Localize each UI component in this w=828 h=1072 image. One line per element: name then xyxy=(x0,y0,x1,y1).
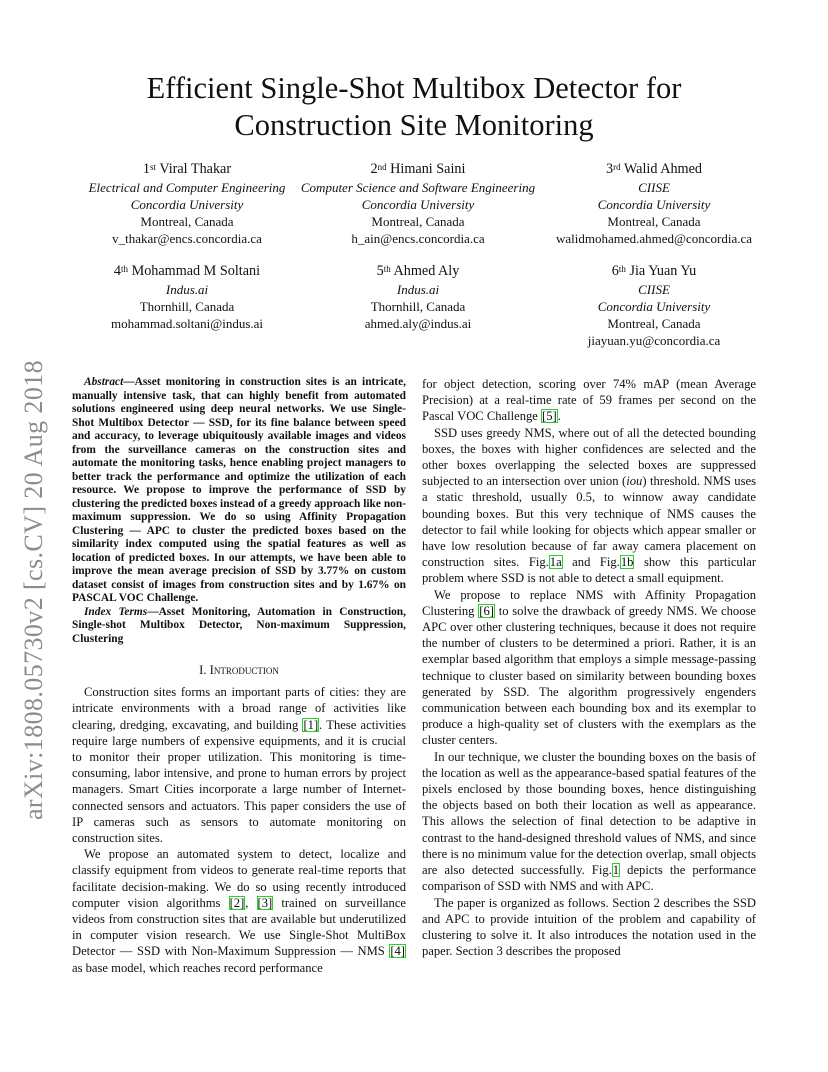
text-run: We propose to replace NMS with Affinity Propagation Clustering xyxy=(422,587,756,618)
author-department: Computer Science and Software Engineering xyxy=(300,180,536,195)
figure-link[interactable]: 1a xyxy=(549,555,562,570)
author-name: Mohammad M Soltani xyxy=(131,263,261,279)
author-ordinal: 5 xyxy=(376,263,384,279)
text-run: Construction sites forms an important parts of cities: they are intricate environments with a broad range of activities like clearing, dredging, excavating, and building xyxy=(72,685,406,732)
author-ordinal-suffix: st xyxy=(150,162,157,172)
author-ordinal-suffix: nd xyxy=(377,162,387,172)
author-organization: Concordia University xyxy=(361,197,475,212)
intro-paragraph-4 xyxy=(422,425,756,587)
text-run: to solve the drawback of greedy NMS. We choose APC over other clustering techniques, because it does not require the number of clusters to be determined a priori. Rather, it is an exemplar based algorithm that employs a simple message-passing technique to cluster based on similarity between bounding boxes generated by SSD. The algorithm progressively engenders communication between each bounding box and its exemplar to produce a high-quality set of clusters with the exemplars as the cluster centers. xyxy=(422,603,756,748)
author-organization: Concordia University xyxy=(597,299,711,314)
figure-link[interactable]: 1 xyxy=(612,863,620,878)
section-title: Introduction xyxy=(209,663,279,677)
text-run: for object detection, scoring over 74% mAP (mean Average Precision) at a real-time rate of 59 frames per second on the Pascal VOC Challenge xyxy=(422,377,756,424)
index-terms-text: —Asset Monitoring, Automation in Construction, Single-shot Multibox Detector, Non-maximum Suppression, Clustering xyxy=(72,605,406,645)
author-3 xyxy=(544,160,764,247)
author-location: Thornhill, Canada xyxy=(370,299,466,314)
author-ordinal-suffix: th xyxy=(618,264,626,274)
author-email[interactable]: v_thakar@encs.concordia.ca xyxy=(112,231,262,246)
author-ordinal: 1 xyxy=(142,161,150,177)
intro-paragraph-2 xyxy=(72,846,406,976)
author-email[interactable]: mohammad.soltani@indus.ai xyxy=(110,316,264,331)
text-run: SSD uses greedy NMS, where out of all the detected bounding boxes, the boxes with higher confidences are selected and the other boxes overlapping the selected boxes are suppressed subjected to an intersection over union ( xyxy=(422,425,756,489)
author-2 xyxy=(292,160,544,247)
index-terms xyxy=(72,606,406,647)
text-run: . These activities require large numbers of expensive equipments, and it is crucial to monitor their proper utilization. This monitoring is time-consuming, labor intensive, and prone to human errors by project managers. Smart Cities incorporate a large number of Internet-connected sensors and actuators. This paper considers the use of IP cameras such as sensors to automate monitoring on construction sites. xyxy=(72,717,407,846)
author-email[interactable]: ahmed.aly@indus.ai xyxy=(364,316,472,331)
arxiv-stamp: arXiv:1808.05730v2 [cs.CV] 20 Aug 2018 xyxy=(19,359,48,821)
intro-paragraph-3 xyxy=(422,376,756,425)
title-line-1: Efficient Single-Shot Multibox Detector for xyxy=(146,71,682,105)
author-organization: Concordia University xyxy=(597,197,711,212)
author-organization: Indus.ai xyxy=(396,282,440,297)
citation-link[interactable]: [6] xyxy=(479,603,494,618)
author-name: Jia Yuan Yu xyxy=(629,263,697,279)
citation-link[interactable]: [5] xyxy=(542,409,557,424)
text-run: as base model, which reaches record performance xyxy=(72,960,323,975)
author-location: Montreal, Canada xyxy=(371,214,465,229)
author-name: Viral Thakar xyxy=(159,161,232,177)
intro-paragraph-7: The paper is organized as follows. Section 2 describes the SSD and APC to provide intuition of the problem and capability of clustering to solve it. It also introduces the notation used in the paper. Section 3 describes the proposed xyxy=(422,895,756,959)
abstract-label: Abstract xyxy=(84,376,124,388)
author-organization: Indus.ai xyxy=(165,282,209,297)
text-run: show this particular problem where SSD is not able to detect a small equipment. xyxy=(422,555,757,586)
citation-link[interactable]: [4] xyxy=(390,944,405,959)
author-email[interactable]: h_ain@encs.concordia.ca xyxy=(351,231,485,246)
author-1 xyxy=(72,160,302,247)
text-run: , xyxy=(245,895,257,910)
text-run: . xyxy=(557,409,561,424)
citation-link[interactable]: [1] xyxy=(303,717,319,732)
citation-link[interactable]: [3] xyxy=(257,895,273,910)
author-name: Ahmed Aly xyxy=(393,263,460,279)
author-ordinal-suffix: th xyxy=(121,264,129,274)
author-ordinal: 4 xyxy=(113,263,122,279)
author-location: Thornhill, Canada xyxy=(139,299,235,314)
author-ordinal-suffix: rd xyxy=(613,162,621,172)
abstract xyxy=(72,376,406,606)
math-iou: iou xyxy=(626,474,643,489)
title-line-2: Construction Site Monitoring xyxy=(234,108,594,142)
author-department: CIISE xyxy=(638,282,670,297)
author-department: Electrical and Computer Engineering xyxy=(88,180,286,195)
right-column xyxy=(422,376,756,959)
author-name: Himani Saini xyxy=(390,161,466,177)
intro-paragraph-1 xyxy=(72,684,406,846)
author-4 xyxy=(72,262,302,332)
text-run: and Fig. xyxy=(562,555,620,570)
section-number: I. xyxy=(199,663,207,677)
text-run: We propose an automated system to detect, localize and classify equipment from videos to generate real-time reports that facilitate decision-making. We do so using recently introduced computer vision algorithms xyxy=(72,847,406,910)
section-heading-introduction xyxy=(72,662,406,678)
author-location: Montreal, Canada xyxy=(607,214,701,229)
text-run: depicts the performance comparison of SSD with NMS and with APC. xyxy=(422,863,756,894)
text-run: trained on surveillance videos from construction sites that are available but underutilized in computer vision research. We use Single-Shot MultiBox Detector — SSD with Non-Maximum Suppression — NMS xyxy=(72,895,406,959)
figure-link[interactable]: 1b xyxy=(620,555,634,570)
index-terms-label: Index Terms xyxy=(84,605,148,618)
author-ordinal-suffix: th xyxy=(383,264,391,274)
abstract-text: —Asset monitoring in construction sites is an intricate, manually intensive task, that can highly benefit from automated solutions engineered using deep neural networks. We use Single-Shot Multibox Detector — SSD, for its fine balance between speed and accuracy, to leverage ubiquitously available images and videos from the surveillance cameras on the construction sites and automate the monitoring tasks, hence enabling project managers to better track the performance and optimize the utilization of each resource. We propose to improve the performance of SSD by clustering the predicted boxes instead of a greedy approach like non-maximum suppression. We do so using Affinity Propagation Clustering — APC to cluster the predicted boxes based on the similarity index computed using the spatial features as well as location of predicted boxes. In our attempts, we have been able to improve the mean average precision of SSD by 3.77% on custom dataset consist of images from construction sites and by 1.67% on PASCAL VOC Challenge. xyxy=(72,376,406,604)
author-email[interactable]: jiayuan.yu@concordia.ca xyxy=(587,333,721,348)
author-department: CIISE xyxy=(638,180,670,195)
left-column xyxy=(72,376,406,976)
author-location: Montreal, Canada xyxy=(140,214,234,229)
text-run: ) threshold. NMS uses a static threshold, usually 0.5, to winnow away candidate bounding boxes. But this very technique of NMS causes the detector to fail while looking for objects which appear smaller or have low resolution because of far away camera placement on construction sites. Fig. xyxy=(422,474,756,570)
text-run: In our technique, we cluster the bounding boxes on the basis of the location as well as the appearance-based spatial features of the pixels enclosed by those bounding boxes, hence distinguishing the objects based on both their location as well as appearance. This allows the selection of final detection to be adaptive in contrast to the hand-designed threshold values of NMS, and since there is no minimum value for the detection overlap, small objects are also detected successfully. Fig. xyxy=(422,749,756,878)
intro-paragraph-5 xyxy=(422,587,756,749)
author-5 xyxy=(292,262,544,332)
author-location: Montreal, Canada xyxy=(607,316,701,331)
author-organization: Concordia University xyxy=(130,197,244,212)
author-name: Walid Ahmed xyxy=(623,161,702,177)
author-ordinal: 3 xyxy=(606,161,614,177)
paper-title xyxy=(0,70,828,144)
intro-paragraph-6 xyxy=(422,749,756,895)
author-ordinal: 6 xyxy=(611,263,619,279)
author-6 xyxy=(544,262,764,349)
author-ordinal: 2 xyxy=(370,161,378,177)
citation-link[interactable]: [2] xyxy=(229,895,245,910)
author-email[interactable]: walidmohamed.ahmed@concordia.ca xyxy=(555,231,753,246)
